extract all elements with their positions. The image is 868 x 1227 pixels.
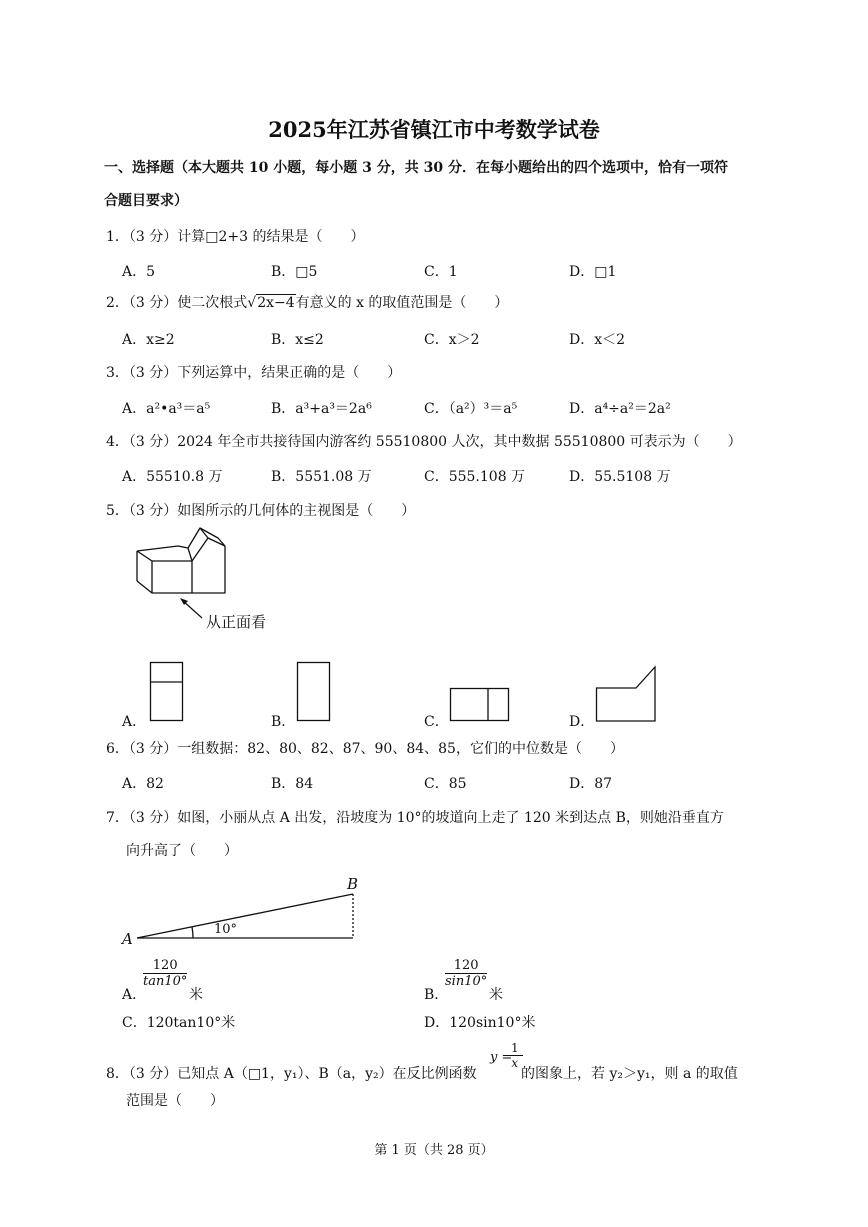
q3-option-b: B．a³+a³＝2a⁶	[271, 401, 372, 417]
q5-option-b: B．	[271, 714, 296, 730]
q4-stem: 4．（3 分）2024 年全市共接待国内游客约 55510800 人次，其中数据 55510800 可表示为（ ）	[106, 434, 742, 450]
q1-option-c: C．1	[424, 264, 458, 280]
q7-stem-line2: 向升高了（ ）	[126, 843, 238, 859]
q7-option-b-denominator: sin10°	[445, 974, 488, 989]
q2-stem	[106, 292, 508, 312]
q2-radicand: 2x−4	[257, 295, 295, 311]
q7-option-c: C．120tan10°米	[122, 1015, 236, 1031]
section-header-line2: 合题目要求）	[104, 193, 188, 209]
view-direction-arrow	[176, 594, 206, 624]
q1-stem: 1．（3 分）计算□2+3 的结果是（ ）	[106, 229, 365, 245]
q7-option-a-fraction	[143, 958, 187, 989]
q8-func-denominator: x	[511, 1056, 519, 1070]
q2-option-d: D．x＜2	[569, 332, 626, 348]
q6-option-b: B．84	[271, 776, 314, 792]
q8-stem-line2: 范围是（ ）	[126, 1093, 224, 1109]
q1-option-a: A．5	[122, 264, 156, 280]
q8-func-lhs: y =	[490, 1050, 513, 1065]
q1-option-d: D．□1	[569, 264, 617, 280]
q3-option-d: D．a⁴÷a²＝2a²	[569, 401, 671, 417]
q8-func-numerator: 1	[507, 1041, 523, 1056]
q5-option-d-figure	[596, 666, 658, 724]
q3-option-a: A．a²•a³＝a⁵	[122, 401, 211, 417]
q7-option-a-numerator: 120	[143, 958, 187, 974]
sqrt-symbol: √	[247, 295, 257, 311]
q6-option-d: D．87	[569, 776, 613, 792]
q5-option-b-figure	[297, 662, 331, 722]
q4-option-c: C．555.108 万	[424, 469, 526, 485]
q4-option-d: D．55.5108 万	[569, 469, 671, 485]
q7-point-b: B	[347, 875, 359, 893]
q7-option-b-unit: 米	[489, 987, 503, 1003]
q7-angle-label: 10°	[214, 922, 238, 937]
q2-stem-before: 2．（3 分）使二次根式	[106, 295, 248, 311]
q4-option-a: A．55510.8 万	[122, 469, 223, 485]
q2-option-c: C．x＞2	[424, 332, 480, 348]
q2-option-b: B．x≤2	[271, 332, 324, 348]
q2-stem-after: 有意义的 x 的取值范围是（ ）	[295, 295, 509, 311]
q5-option-a: A．	[122, 714, 147, 730]
page-footer: 第 1 页（共 28 页）	[374, 1143, 494, 1158]
q5-option-c-figure	[450, 688, 510, 722]
section-header-line1: 一、选择题（本大题共 10 小题，每小题 3 分，共 30 分．在每小题给出的四个选项中，恰有一项符	[104, 160, 728, 176]
q6-stem: 6．（3 分）一组数据：82、80、82、87、90、84、85，它们的中位数是（ ）	[106, 741, 624, 757]
q5-option-c: C．	[424, 714, 449, 730]
q3-option-c: C．（a²）³＝a⁵	[424, 401, 518, 417]
q7-option-a-unit: 米	[189, 987, 203, 1003]
q7-option-a-denominator: tan10°	[143, 974, 188, 989]
q7-option-b-letter: B．	[424, 987, 449, 1003]
q1-option-b: B．□5	[271, 264, 318, 280]
q5-stem: 5．（3 分）如图所示的几何体的主视图是（ ）	[106, 503, 416, 519]
q7-option-b-numerator: 120	[445, 958, 487, 974]
q7-point-a: A	[122, 930, 133, 948]
q6-option-c: C．85	[424, 776, 467, 792]
q4-option-b: B．5551.08 万	[271, 469, 372, 485]
q5-figure-label: 从正面看	[206, 613, 267, 631]
q7-slope-figure	[135, 892, 360, 942]
exam-title: 2025年江苏省镇江市中考数学试卷	[268, 117, 600, 142]
q7-stem-line1: 7．（3 分）如图，小丽从点 A 出发，沿坡度为 10°的坡道向上走了 120 米到达点 B，则她沿垂直方	[106, 810, 724, 826]
q7-option-a-letter: A．	[122, 987, 147, 1003]
q5-option-d: D．	[569, 714, 595, 730]
q7-option-d: D．120sin10°米	[424, 1015, 536, 1031]
q8-stem-before: 8．（3 分）已知点 A（□1，y₁）、B（a，y₂）在反比例函数	[106, 1066, 477, 1082]
q6-option-a: A．82	[122, 776, 164, 792]
q7-option-b-fraction	[445, 958, 487, 989]
q3-stem: 3．（3 分）下列运算中，结果正确的是（ ）	[106, 365, 402, 381]
q5-option-a-figure	[150, 662, 184, 722]
q2-option-a: A．x≥2	[122, 332, 175, 348]
q8-stem-after: 的图象上，若 y₂＞y₁，则 a 的取值	[521, 1066, 738, 1082]
